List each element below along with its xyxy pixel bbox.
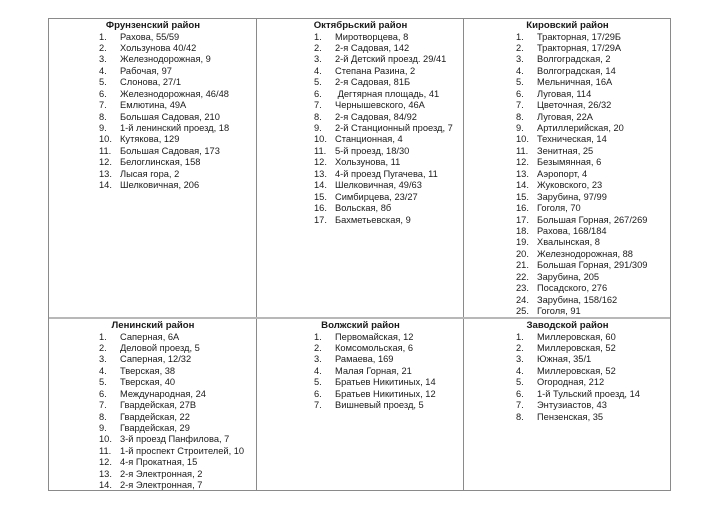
address-item (314, 112, 464, 123)
item-number: 4. (516, 65, 524, 76)
item-number: 14. (516, 180, 529, 191)
address-item (99, 146, 257, 157)
address-text: Миллеровская, 52 (537, 365, 616, 376)
address-text: Степана Разина, 2 (335, 65, 416, 76)
item-number: 7. (99, 100, 107, 111)
address-item (516, 215, 671, 226)
address-item (314, 389, 464, 400)
item-number: 9. (99, 123, 107, 133)
item-number: 4. (99, 365, 107, 376)
address-text: 1-й Тульский проезд, 14 (537, 388, 640, 399)
address-text: Большая Садовая, 210 (120, 111, 220, 122)
address-text: 1-й проспект Строителей, 10 (120, 445, 245, 456)
item-number: 3. (99, 54, 107, 65)
address-text: Зарубина, 97/99 (537, 191, 607, 202)
address-item (314, 215, 464, 226)
address-text: Посадского, 276 (537, 283, 608, 294)
address-text: Хвалынская, 8 (537, 237, 600, 248)
item-number: 10. (314, 134, 327, 145)
item-number: 13. (99, 168, 112, 179)
address-text: Зарубина, 205 (537, 271, 600, 282)
address-item (314, 66, 464, 77)
address-item (516, 192, 671, 203)
address-item (516, 157, 671, 168)
item-number: 12. (314, 157, 327, 168)
district-title: Кировский район (526, 20, 609, 31)
address-item (314, 32, 464, 43)
item-number: 3. (99, 354, 107, 365)
address-item (314, 157, 464, 168)
address-text: Волгоградская, 14 (537, 65, 616, 76)
item-number: 5. (516, 377, 524, 388)
item-number: 6. (314, 388, 322, 399)
address-item (99, 180, 257, 191)
address-item (99, 134, 257, 145)
district-cell-oktyabrsky (257, 19, 464, 317)
address-item (516, 54, 671, 65)
item-number: 7. (516, 400, 524, 411)
address-text: Шелковичная, 49/63 (335, 180, 422, 191)
address-text: Южная, 35/1 (537, 354, 592, 365)
address-item (516, 100, 671, 111)
address-item (314, 43, 464, 54)
address-item (99, 480, 257, 491)
address-text: 1-й ленинский проезд, 18 (120, 123, 230, 133)
address-item (516, 272, 671, 283)
district-cell-leninsky (49, 319, 257, 491)
item-number: 12. (99, 457, 112, 468)
address-item (99, 332, 257, 343)
item-number: 13. (516, 168, 529, 179)
address-text: Тракторная, 17/29А (537, 42, 622, 53)
address-text: Волгоградская, 2 (537, 54, 611, 65)
address-text: 4-й проезд Пугачева, 11 (335, 168, 438, 179)
district-title: Фрунзенский район (105, 20, 201, 31)
address-item (516, 77, 671, 88)
address-text: Первомайская, 12 (335, 331, 414, 342)
address-list (99, 332, 257, 492)
address-item (99, 354, 257, 365)
address-item (314, 54, 464, 65)
item-number: 15. (516, 191, 529, 202)
address-text: Хользунова 40/42 (120, 42, 197, 53)
item-number: 3. (516, 54, 524, 65)
address-text: Артиллерийская, 20 (537, 123, 624, 133)
district-cell-frunzensky (49, 19, 257, 317)
address-list (516, 332, 671, 424)
item-number: 13. (314, 168, 327, 179)
district-title: Ленинский район (111, 320, 195, 331)
item-number: 7. (314, 100, 322, 111)
address-text: Цветочная, 26/32 (537, 100, 612, 111)
address-item (516, 180, 671, 191)
item-number: 4. (99, 65, 107, 76)
address-item (516, 43, 671, 54)
district-title: Волжский район (321, 320, 400, 331)
address-text: Пензенская, 35 (537, 411, 604, 422)
address-item (516, 260, 671, 271)
address-text: Деловой проезд, 5 (120, 342, 200, 353)
address-text: Железнодорожная, 46/48 (120, 88, 229, 99)
address-item (516, 32, 671, 43)
item-number: 8. (516, 411, 524, 422)
item-number: 25. (516, 306, 529, 316)
item-number: 4. (314, 365, 322, 376)
item-number: 10. (516, 134, 529, 145)
address-item (314, 123, 464, 134)
address-item (314, 354, 464, 365)
address-item (516, 412, 671, 423)
address-item (99, 457, 257, 468)
item-number: 3. (516, 354, 524, 365)
address-item (314, 332, 464, 343)
address-text: Емлютина, 49А (120, 100, 187, 111)
address-item (516, 283, 671, 294)
item-number: 14. (99, 480, 112, 491)
item-number: 10. (99, 434, 112, 445)
item-number: 5. (99, 77, 107, 88)
item-number: 8. (314, 111, 322, 122)
address-text: Луговая, 114 (537, 88, 592, 99)
item-number: 24. (516, 294, 529, 305)
address-text: 2-я Электронная, 2 (120, 468, 203, 479)
address-item (314, 146, 464, 157)
address-text: Железнодорожная, 88 (537, 248, 633, 259)
address-text: Слонова, 27/1 (120, 77, 181, 88)
item-number: 18. (516, 225, 529, 236)
address-text: Гвардейская, 27В (120, 400, 197, 411)
address-item (516, 295, 671, 306)
address-item (516, 354, 671, 365)
address-text: Аэропорт, 4 (537, 168, 588, 179)
address-item (99, 77, 257, 88)
item-number: 4. (314, 65, 322, 76)
item-number: 1. (99, 331, 107, 342)
address-text: Братьев Никитиных, 14 (335, 377, 436, 388)
item-number: 12. (516, 157, 529, 168)
address-text: Большая Садовая, 173 (120, 145, 220, 156)
address-text: Саперная, 6А (120, 331, 180, 342)
address-item (314, 366, 464, 377)
address-item (99, 434, 257, 445)
address-text: Хользунова, 11 (335, 157, 401, 168)
item-number: 8. (99, 111, 107, 122)
item-number: 15. (314, 191, 327, 202)
item-number: 1. (314, 331, 322, 342)
item-number: 6. (99, 88, 107, 99)
address-text: Энтузиастов, 43 (537, 400, 607, 411)
item-number: 20. (516, 248, 529, 259)
address-text: 2-й Станционный проезд, 7 (335, 123, 453, 133)
district-cell-kirovsky (464, 19, 671, 317)
address-item (99, 112, 257, 123)
districts-table (48, 18, 671, 491)
address-item (314, 77, 464, 88)
item-number: 19. (516, 237, 529, 248)
address-item (99, 377, 257, 388)
address-text: Миротворцева, 8 (335, 31, 409, 42)
item-number: 17. (516, 214, 529, 225)
address-item (314, 134, 464, 145)
address-item (314, 169, 464, 180)
address-item (314, 180, 464, 191)
item-number: 2. (99, 342, 107, 353)
item-number: 5. (314, 377, 322, 388)
address-item (516, 66, 671, 77)
address-item (516, 203, 671, 214)
item-number: 2. (99, 42, 107, 53)
item-number: 11. (516, 145, 529, 156)
address-item (516, 332, 671, 343)
item-number: 11. (99, 145, 112, 156)
address-text: Тверская, 38 (120, 365, 176, 376)
item-number: 21. (516, 260, 529, 271)
address-item (99, 123, 257, 134)
address-list (314, 32, 464, 226)
address-text: 3-й проезд Панфилова, 7 (120, 434, 230, 445)
address-text: Белоглинская, 158 (120, 157, 201, 168)
address-text: Саперная, 12/32 (120, 354, 192, 365)
address-item (516, 123, 671, 134)
address-list (516, 32, 671, 318)
address-item (314, 192, 464, 203)
address-item (314, 89, 464, 100)
address-text: Жуковского, 23 (537, 180, 603, 191)
address-text: Миллеровская, 60 (537, 331, 616, 342)
item-number: 2. (516, 342, 524, 353)
address-item (516, 226, 671, 237)
address-item (99, 32, 257, 43)
address-item (516, 134, 671, 145)
address-item (99, 89, 257, 100)
address-text: Братьев Никитиных, 12 (335, 388, 436, 399)
address-text: Дегтярная площадь, 41 (335, 88, 440, 99)
item-number: 3. (314, 354, 322, 365)
address-text: 2-я Электронная, 7 (120, 480, 203, 491)
address-item (314, 400, 464, 411)
item-number: 1. (516, 331, 524, 342)
item-number: 11. (314, 145, 327, 156)
address-text: Гвардейская, 29 (120, 423, 190, 433)
address-list (314, 332, 464, 412)
address-text: Безымянная, 6 (537, 157, 602, 168)
item-number: 6. (314, 88, 322, 99)
item-number: 5. (314, 77, 322, 88)
district-title: Заводской район (526, 320, 609, 331)
address-item (516, 343, 671, 354)
address-text: 2-й Детский проезд. 29/41 (335, 54, 447, 65)
address-text: Вольская, 8б (335, 203, 392, 214)
address-text: Международная, 24 (120, 388, 206, 399)
item-number: 14. (314, 180, 327, 191)
item-number: 17. (314, 214, 327, 225)
address-text: Бахметьевская, 9 (335, 214, 411, 225)
address-text: Рамаева, 169 (335, 354, 394, 365)
address-item (99, 469, 257, 480)
address-item (99, 169, 257, 180)
address-text: Гвардейская, 22 (120, 411, 190, 422)
item-number: 22. (516, 271, 529, 282)
item-number: 2. (314, 42, 322, 53)
address-item (314, 203, 464, 214)
address-item (99, 366, 257, 377)
item-number: 2. (516, 42, 524, 53)
address-text: 2-я Садовая, 84/92 (335, 111, 417, 122)
address-item (516, 237, 671, 248)
address-item (99, 43, 257, 54)
address-list (99, 32, 257, 192)
item-number: 5. (516, 77, 524, 88)
address-item (516, 146, 671, 157)
item-number: 9. (314, 123, 322, 133)
district-cell-zavodskoy (464, 319, 671, 491)
item-number: 1. (314, 31, 322, 42)
address-text: Малая Горная, 21 (335, 365, 412, 376)
address-item (314, 377, 464, 388)
address-text: Железнодорожная, 9 (120, 54, 211, 65)
item-number: 16. (314, 203, 327, 214)
address-text: Огородная, 212 (537, 377, 605, 388)
item-number: 3. (314, 54, 322, 65)
address-text: 2-я Садовая, 142 (335, 42, 410, 53)
address-item (516, 249, 671, 260)
address-text: Вишневый проезд, 5 (335, 400, 424, 411)
item-number: 9. (99, 423, 107, 433)
address-item (516, 400, 671, 411)
address-text: Тверская, 40 (120, 377, 176, 388)
item-number: 4. (516, 365, 524, 376)
address-item (314, 100, 464, 111)
item-number: 1. (99, 31, 107, 42)
address-item (516, 169, 671, 180)
address-text: 2-я Садовая, 81Б (335, 77, 411, 88)
address-item (99, 400, 257, 411)
address-item (99, 66, 257, 77)
address-text: Гоголя, 91 (537, 306, 581, 316)
address-item (99, 54, 257, 65)
item-number: 8. (516, 111, 524, 122)
address-item (516, 89, 671, 100)
item-number: 14. (99, 180, 112, 191)
item-number: 5. (99, 377, 107, 388)
item-number: 6. (99, 388, 107, 399)
address-item (516, 112, 671, 123)
address-item (516, 366, 671, 377)
address-item (516, 306, 671, 317)
address-text: Симбирцева, 23/27 (335, 191, 418, 202)
item-number: 10. (99, 134, 112, 145)
address-item (99, 423, 257, 434)
address-text: Миллеровская, 52 (537, 342, 616, 353)
item-number: 23. (516, 283, 529, 294)
address-text: Рахова, 168/184 (537, 225, 607, 236)
address-text: Тракторная, 17/29Б (537, 31, 622, 42)
item-number: 16. (516, 203, 529, 214)
address-text: Рахова, 55/59 (120, 31, 180, 42)
address-text: 4-я Прокатная, 15 (120, 457, 198, 468)
item-number: 9. (516, 123, 524, 133)
address-text: Луговая, 22А (537, 111, 593, 122)
district-title: Октябрьский район (313, 20, 408, 31)
item-number: 12. (99, 157, 112, 168)
item-number: 7. (516, 100, 524, 111)
address-item (99, 100, 257, 111)
item-number: 7. (314, 400, 322, 411)
address-text: 5-й проезд, 18/30 (335, 145, 410, 156)
address-text: Шелковичная, 206 (120, 180, 200, 191)
district-cell-volzhsky (257, 319, 464, 491)
address-text: Техническая, 14 (537, 134, 607, 145)
item-number: 13. (99, 468, 112, 479)
address-item (516, 389, 671, 400)
address-text: Лысая гора, 2 (120, 168, 180, 179)
item-number: 6. (516, 88, 524, 99)
address-text: Комсомольская, 6 (335, 342, 413, 353)
address-text: Большая Горная, 267/269 (537, 214, 648, 225)
item-number: 8. (99, 411, 107, 422)
address-text: Кутякова, 129 (120, 134, 180, 145)
address-text: Зарубина, 158/162 (537, 294, 618, 305)
item-number: 2. (314, 342, 322, 353)
item-number: 6. (516, 388, 524, 399)
address-text: Зенитная, 25 (537, 145, 594, 156)
item-number: 11. (99, 445, 112, 456)
item-number: 7. (99, 400, 107, 411)
address-item (516, 377, 671, 388)
item-number: 1. (516, 31, 524, 42)
address-item (99, 412, 257, 423)
address-text: Станционная, 4 (335, 134, 403, 145)
address-text: Чернышевского, 46А (335, 100, 425, 111)
address-item (99, 343, 257, 354)
address-text: Рабочая, 97 (120, 65, 172, 76)
address-text: Мельничная, 16А (537, 77, 613, 88)
address-item (99, 157, 257, 168)
address-text: Гоголя, 70 (537, 203, 581, 214)
address-item (99, 446, 257, 457)
address-text: Большая Горная, 291/309 (537, 260, 648, 271)
address-item (314, 343, 464, 354)
address-item (99, 389, 257, 400)
